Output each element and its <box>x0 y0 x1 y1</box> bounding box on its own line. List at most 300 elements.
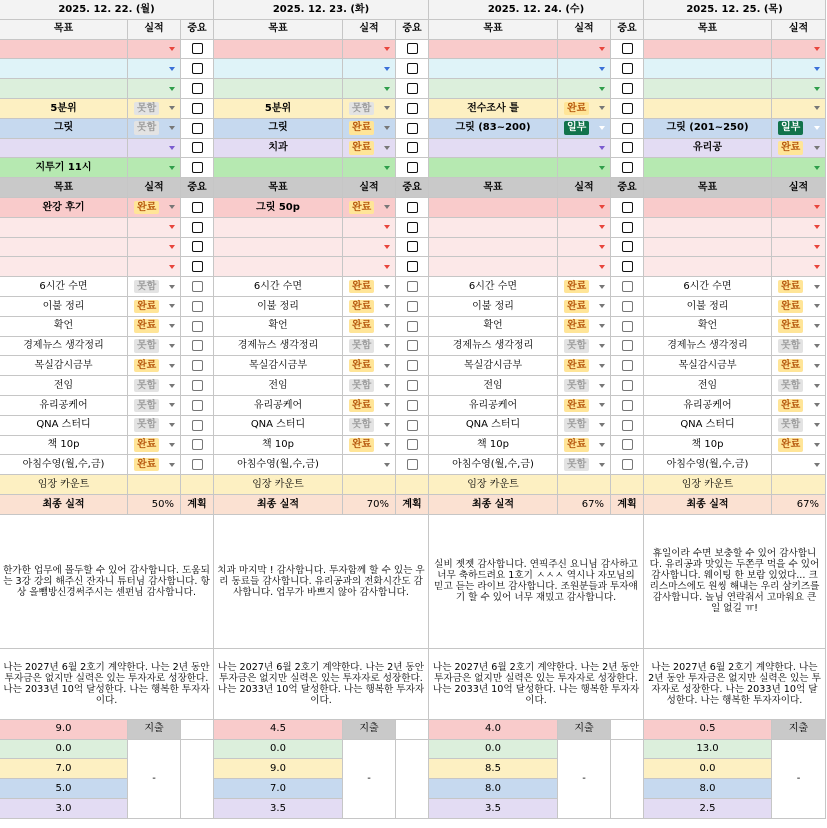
result-dropdown[interactable] <box>128 238 181 258</box>
status-chip-done: 완료 <box>134 438 159 452</box>
result-dropdown[interactable] <box>558 198 611 218</box>
important-cell[interactable] <box>181 376 214 396</box>
important-cell[interactable] <box>611 257 644 277</box>
habit-name: 책 10p <box>0 436 128 456</box>
habit-result-dropdown[interactable] <box>772 396 826 416</box>
visit-count-extra <box>396 475 429 495</box>
habit-name: 책 10p <box>644 436 772 456</box>
result-dropdown[interactable] <box>558 119 611 139</box>
important-cell[interactable] <box>181 198 214 218</box>
important-cell[interactable] <box>396 158 429 178</box>
important-cell[interactable] <box>181 396 214 416</box>
checkbox[interactable] <box>622 202 633 213</box>
status-chip-done: 완료 <box>564 399 589 413</box>
checkbox[interactable] <box>407 202 418 213</box>
checkbox[interactable] <box>622 360 633 371</box>
checkbox[interactable] <box>622 400 633 411</box>
date-header: 2025. 12. 22. (월) <box>0 0 214 20</box>
important-cell[interactable] <box>396 396 429 416</box>
result-dropdown[interactable] <box>772 218 826 238</box>
status-chip-fail: 못함 <box>134 121 159 135</box>
important-cell[interactable] <box>611 277 644 297</box>
result-dropdown[interactable] <box>558 139 611 159</box>
expense-label: 지출 <box>128 720 181 740</box>
checkbox[interactable] <box>622 123 633 134</box>
status-chip-done: 완료 <box>134 300 159 314</box>
important-cell[interactable] <box>396 40 429 60</box>
important-cell[interactable] <box>396 277 429 297</box>
checkbox[interactable] <box>407 241 418 252</box>
time-value: 8.0 <box>429 779 558 799</box>
time-value: 5.0 <box>0 779 128 799</box>
checkbox[interactable] <box>407 439 418 450</box>
goal-header: 목표 <box>429 178 558 198</box>
goal-cell <box>644 79 772 99</box>
checkbox[interactable] <box>407 400 418 411</box>
checkbox[interactable] <box>622 261 633 272</box>
chevron-down-icon <box>599 205 605 209</box>
habit-name: 6시간 수면 <box>214 277 343 297</box>
checkbox[interactable] <box>192 202 203 213</box>
result-header: 실적 <box>558 178 611 198</box>
important-cell[interactable] <box>611 396 644 416</box>
checkbox[interactable] <box>622 162 633 173</box>
important-cell[interactable] <box>396 337 429 357</box>
important-cell[interactable] <box>181 277 214 297</box>
habit-result-dropdown[interactable] <box>128 376 181 396</box>
checkbox[interactable] <box>622 142 633 153</box>
habit-name: 책 10p <box>214 436 343 456</box>
habit-result-dropdown[interactable] <box>343 455 396 475</box>
status-chip-done: 완료 <box>349 201 374 215</box>
important-cell[interactable] <box>611 119 644 139</box>
result-dropdown[interactable] <box>343 238 396 258</box>
checkbox[interactable] <box>407 301 418 312</box>
chevron-down-icon <box>384 324 390 328</box>
checkbox[interactable] <box>622 420 633 431</box>
habit-result-dropdown[interactable] <box>558 277 611 297</box>
checkbox[interactable] <box>192 222 203 233</box>
expense-value: - <box>558 740 611 819</box>
important-cell[interactable] <box>611 238 644 258</box>
time-value: 0.0 <box>214 740 343 760</box>
important-cell[interactable] <box>611 337 644 357</box>
important-cell[interactable] <box>611 59 644 79</box>
chevron-down-icon <box>599 265 605 269</box>
result-dropdown[interactable] <box>558 79 611 99</box>
habit-result-dropdown[interactable] <box>772 277 826 297</box>
important-cell[interactable] <box>396 139 429 159</box>
habit-result-dropdown[interactable] <box>128 436 181 456</box>
checkbox[interactable] <box>407 63 418 74</box>
goal-cell <box>644 198 772 218</box>
result-dropdown[interactable] <box>343 257 396 277</box>
important-cell[interactable] <box>611 436 644 456</box>
result-dropdown[interactable] <box>128 218 181 238</box>
checkbox[interactable] <box>192 63 203 74</box>
important-cell[interactable] <box>396 257 429 277</box>
habit-result-dropdown[interactable] <box>128 356 181 376</box>
important-cell[interactable] <box>611 99 644 119</box>
checkbox[interactable] <box>407 261 418 272</box>
time-value: 9.0 <box>214 759 343 779</box>
important-cell[interactable] <box>396 218 429 238</box>
result-dropdown[interactable] <box>343 119 396 139</box>
important-cell[interactable] <box>396 297 429 317</box>
result-dropdown[interactable] <box>772 139 826 159</box>
checkbox[interactable] <box>622 241 633 252</box>
status-chip-done: 완료 <box>564 359 589 373</box>
chevron-down-icon <box>169 304 175 308</box>
result-dropdown[interactable] <box>128 158 181 178</box>
habit-name: 경제뉴스 생각정리 <box>0 337 128 357</box>
habit-result-dropdown[interactable] <box>772 455 826 475</box>
checkbox[interactable] <box>622 63 633 74</box>
habit-name: 책 10p <box>429 436 558 456</box>
habit-result-dropdown[interactable] <box>558 376 611 396</box>
result-dropdown[interactable] <box>128 198 181 218</box>
result-dropdown[interactable] <box>772 99 826 119</box>
chevron-down-icon <box>599 344 605 348</box>
expense-extra <box>181 720 214 740</box>
checkbox[interactable] <box>407 83 418 94</box>
status-chip-done: 완료 <box>778 438 803 452</box>
result-dropdown[interactable] <box>558 59 611 79</box>
checkbox[interactable] <box>407 162 418 173</box>
habit-result-dropdown[interactable] <box>772 297 826 317</box>
habit-name: 확언 <box>429 317 558 337</box>
habit-result-dropdown[interactable] <box>128 277 181 297</box>
result-dropdown[interactable] <box>772 40 826 60</box>
checkbox[interactable] <box>407 340 418 351</box>
result-dropdown[interactable] <box>772 238 826 258</box>
important-cell[interactable] <box>181 455 214 475</box>
checkbox[interactable] <box>622 103 633 114</box>
checkbox[interactable] <box>192 43 203 54</box>
important-cell[interactable] <box>611 158 644 178</box>
checkbox[interactable] <box>407 142 418 153</box>
chevron-down-icon <box>384 146 390 150</box>
habit-name: 확언 <box>214 317 343 337</box>
important-cell[interactable] <box>611 356 644 376</box>
result-dropdown[interactable] <box>772 79 826 99</box>
result-dropdown[interactable] <box>128 59 181 79</box>
result-dropdown[interactable] <box>343 40 396 60</box>
chevron-down-icon <box>384 67 390 71</box>
checkbox[interactable] <box>192 261 203 272</box>
important-cell[interactable] <box>181 317 214 337</box>
important-cell[interactable] <box>181 119 214 139</box>
checkbox[interactable] <box>407 321 418 332</box>
result-dropdown[interactable] <box>772 257 826 277</box>
status-chip-fail: 못함 <box>134 379 159 393</box>
status-chip-done: 완료 <box>349 319 374 333</box>
result-dropdown[interactable] <box>343 218 396 238</box>
final-result-label: 최종 실적 <box>0 495 128 515</box>
checkbox[interactable] <box>192 439 203 450</box>
result-dropdown[interactable] <box>558 158 611 178</box>
habit-result-dropdown[interactable] <box>772 337 826 357</box>
checkbox[interactable] <box>407 43 418 54</box>
habit-name: 아침수영(월,수,금) <box>214 455 343 475</box>
habit-result-dropdown[interactable] <box>558 416 611 436</box>
chevron-down-icon <box>384 384 390 388</box>
important-cell[interactable] <box>181 40 214 60</box>
habit-name: QNA 스터디 <box>644 416 772 436</box>
result-dropdown[interactable] <box>343 198 396 218</box>
checkbox[interactable] <box>407 123 418 134</box>
habit-result-dropdown[interactable] <box>128 297 181 317</box>
goal-cell: 지투기 11시 <box>0 158 128 178</box>
checkbox[interactable] <box>192 142 203 153</box>
important-cell[interactable] <box>611 416 644 436</box>
checkbox[interactable] <box>407 281 418 292</box>
status-chip-fail: 못함 <box>778 339 803 353</box>
important-cell[interactable] <box>181 238 214 258</box>
chevron-down-icon <box>169 67 175 71</box>
status-chip-done: 완료 <box>134 359 159 373</box>
visit-count-label: 임장 카운트 <box>644 475 772 495</box>
checkbox[interactable] <box>192 281 203 292</box>
checkbox[interactable] <box>622 380 633 391</box>
chevron-down-icon <box>169 423 175 427</box>
result-dropdown[interactable] <box>128 257 181 277</box>
habit-result-dropdown[interactable] <box>558 317 611 337</box>
goal-cell <box>0 59 128 79</box>
result-dropdown[interactable] <box>772 59 826 79</box>
habit-result-dropdown[interactable] <box>558 436 611 456</box>
visit-count-extra <box>181 475 214 495</box>
result-dropdown[interactable] <box>128 99 181 119</box>
result-dropdown[interactable] <box>343 139 396 159</box>
important-cell[interactable] <box>396 238 429 258</box>
important-cell[interactable] <box>611 297 644 317</box>
checkbox[interactable] <box>622 301 633 312</box>
chevron-down-icon <box>169 146 175 150</box>
important-cell[interactable] <box>396 455 429 475</box>
chevron-down-icon <box>169 403 175 407</box>
checkbox[interactable] <box>622 439 633 450</box>
gratitude-journal: 치과 마지막 ! 감사합니다. 투자함께 할 수 있는 우리 동료들 감사합니다. 유리공과의 전화시간도 감사합니다. 업무가 바쁘지 않아 감사합니다. <box>214 515 429 649</box>
habit-result-dropdown[interactable] <box>128 317 181 337</box>
important-cell[interactable] <box>181 356 214 376</box>
habit-name: 경제뉴스 생각정리 <box>644 337 772 357</box>
habit-result-dropdown[interactable] <box>558 396 611 416</box>
habit-result-dropdown[interactable] <box>128 455 181 475</box>
goal-cell <box>214 218 343 238</box>
visit-count-value <box>343 475 396 495</box>
habit-result-dropdown[interactable] <box>772 416 826 436</box>
expense-value: - <box>343 740 396 819</box>
chevron-down-icon <box>599 403 605 407</box>
chevron-down-icon <box>814 67 820 71</box>
result-dropdown[interactable] <box>128 79 181 99</box>
status-chip-done: 완료 <box>349 359 374 373</box>
habit-result-dropdown[interactable] <box>343 436 396 456</box>
checkbox[interactable] <box>407 222 418 233</box>
important-cell[interactable] <box>181 218 214 238</box>
checkbox[interactable] <box>192 123 203 134</box>
checkbox[interactable] <box>407 459 418 470</box>
status-chip-done: 완료 <box>134 319 159 333</box>
important-cell[interactable] <box>396 99 429 119</box>
status-chip-done: 완료 <box>778 280 803 294</box>
important-cell[interactable] <box>181 257 214 277</box>
habit-result-dropdown[interactable] <box>772 436 826 456</box>
result-dropdown[interactable] <box>772 119 826 139</box>
habit-result-dropdown[interactable] <box>343 297 396 317</box>
result-dropdown[interactable] <box>343 79 396 99</box>
result-dropdown[interactable] <box>558 238 611 258</box>
habit-result-dropdown[interactable] <box>128 416 181 436</box>
checkbox[interactable] <box>192 360 203 371</box>
status-chip-fail: 못함 <box>564 458 589 472</box>
checkbox[interactable] <box>192 321 203 332</box>
checkbox[interactable] <box>192 83 203 94</box>
important-cell[interactable] <box>396 436 429 456</box>
important-cell[interactable] <box>611 317 644 337</box>
result-dropdown[interactable] <box>128 139 181 159</box>
habit-result-dropdown[interactable] <box>558 356 611 376</box>
plan-label: 계획 <box>396 495 429 515</box>
chevron-down-icon <box>599 67 605 71</box>
important-cell[interactable] <box>181 158 214 178</box>
status-chip-done: 완료 <box>349 300 374 314</box>
result-dropdown[interactable] <box>343 59 396 79</box>
result-dropdown[interactable] <box>128 40 181 60</box>
habit-result-dropdown[interactable] <box>343 277 396 297</box>
expense-extra <box>611 720 644 740</box>
status-chip-fail: 못함 <box>349 418 374 432</box>
checkbox[interactable] <box>622 321 633 332</box>
important-cell[interactable] <box>396 198 429 218</box>
habit-result-dropdown[interactable] <box>343 356 396 376</box>
checkbox[interactable] <box>192 400 203 411</box>
habit-result-dropdown[interactable] <box>343 396 396 416</box>
checkbox[interactable] <box>192 459 203 470</box>
important-header: 중요 <box>181 20 214 40</box>
checkbox[interactable] <box>622 281 633 292</box>
important-cell[interactable] <box>611 79 644 99</box>
important-cell[interactable] <box>396 119 429 139</box>
plan-label: 계획 <box>181 495 214 515</box>
result-dropdown[interactable] <box>558 40 611 60</box>
checkbox[interactable] <box>622 222 633 233</box>
chevron-down-icon <box>599 245 605 249</box>
habit-result-dropdown[interactable] <box>128 396 181 416</box>
important-cell[interactable] <box>181 59 214 79</box>
important-cell[interactable] <box>611 455 644 475</box>
result-dropdown[interactable] <box>772 198 826 218</box>
habit-result-dropdown[interactable] <box>558 455 611 475</box>
important-cell[interactable] <box>396 376 429 396</box>
plan-label: 계획 <box>611 495 644 515</box>
checkbox[interactable] <box>192 103 203 114</box>
result-dropdown[interactable] <box>772 158 826 178</box>
checkbox[interactable] <box>622 340 633 351</box>
important-cell[interactable] <box>611 376 644 396</box>
checkbox[interactable] <box>407 380 418 391</box>
result-dropdown[interactable] <box>343 99 396 119</box>
important-cell[interactable] <box>611 198 644 218</box>
checkbox[interactable] <box>192 241 203 252</box>
chevron-down-icon <box>384 443 390 447</box>
visit-count-label: 임장 카운트 <box>0 475 128 495</box>
goal-cell <box>214 59 343 79</box>
important-cell[interactable] <box>181 79 214 99</box>
checkbox[interactable] <box>407 103 418 114</box>
time-value: 0.0 <box>0 740 128 760</box>
chevron-down-icon <box>599 166 605 170</box>
chevron-down-icon <box>169 205 175 209</box>
habit-result-dropdown[interactable] <box>772 356 826 376</box>
checkbox[interactable] <box>622 43 633 54</box>
checkbox[interactable] <box>407 420 418 431</box>
habit-result-dropdown[interactable] <box>343 416 396 436</box>
result-dropdown[interactable] <box>558 257 611 277</box>
important-cell[interactable] <box>396 317 429 337</box>
checkbox[interactable] <box>192 380 203 391</box>
important-cell[interactable] <box>181 416 214 436</box>
habit-result-dropdown[interactable] <box>772 376 826 396</box>
habit-name: 목실감시금부 <box>0 356 128 376</box>
habit-result-dropdown[interactable] <box>343 337 396 357</box>
checkbox[interactable] <box>622 459 633 470</box>
result-dropdown[interactable] <box>128 119 181 139</box>
habit-result-dropdown[interactable] <box>772 317 826 337</box>
important-cell[interactable] <box>396 79 429 99</box>
important-cell[interactable] <box>181 337 214 357</box>
goal-cell <box>429 59 558 79</box>
important-cell[interactable] <box>181 436 214 456</box>
important-cell[interactable] <box>611 139 644 159</box>
important-cell[interactable] <box>396 416 429 436</box>
chevron-down-icon <box>384 166 390 170</box>
goal-cell <box>644 238 772 258</box>
goal-cell: 그릿 (201~250) <box>644 119 772 139</box>
important-cell[interactable] <box>396 59 429 79</box>
chevron-down-icon <box>599 304 605 308</box>
habit-result-dropdown[interactable] <box>343 317 396 337</box>
important-cell[interactable] <box>181 99 214 119</box>
important-cell[interactable] <box>396 356 429 376</box>
important-cell[interactable] <box>181 297 214 317</box>
important-cell[interactable] <box>611 218 644 238</box>
habit-result-dropdown[interactable] <box>558 337 611 357</box>
checkbox[interactable] <box>407 360 418 371</box>
gratitude-journal: 실비 젯젯 감사합니다. 연픽주신 요니님 감사하고 너무 축하드려요 1호기 ㅅㅅㅅ 역시나 자모님의 믿고 듣는 라이브 감사합니다. 조원분들과 투자얘기 할 수 있어 너무 재밌고 감사합니다. <box>429 515 644 649</box>
chevron-down-icon <box>599 463 605 467</box>
chevron-down-icon <box>599 225 605 229</box>
important-cell[interactable] <box>611 40 644 60</box>
result-dropdown[interactable] <box>558 99 611 119</box>
checkbox[interactable] <box>192 420 203 431</box>
result-dropdown[interactable] <box>558 218 611 238</box>
gratitude-journal: 휴일이라 수면 보충할 수 있어 감사합니다. 유리공과 맛있는 두쫀쿠 먹을 수 있어 감사합니다. 웨이팅 한 보람 있었다... 크리스마스에도 원씽 해내는 우리 삼키즈를 감사합니다. 놀님 연락줘서 고마워요 큰 일 없길 ㅠ! <box>644 515 826 649</box>
status-chip-done: 완료 <box>564 102 589 116</box>
checkbox[interactable] <box>192 340 203 351</box>
checkbox[interactable] <box>192 162 203 173</box>
habit-result-dropdown[interactable] <box>558 297 611 317</box>
important-cell[interactable] <box>181 139 214 159</box>
checkbox[interactable] <box>622 83 633 94</box>
chevron-down-icon <box>384 106 390 110</box>
habit-result-dropdown[interactable] <box>343 376 396 396</box>
checkbox[interactable] <box>192 301 203 312</box>
chevron-down-icon <box>599 324 605 328</box>
result-dropdown[interactable] <box>343 158 396 178</box>
habit-result-dropdown[interactable] <box>128 337 181 357</box>
